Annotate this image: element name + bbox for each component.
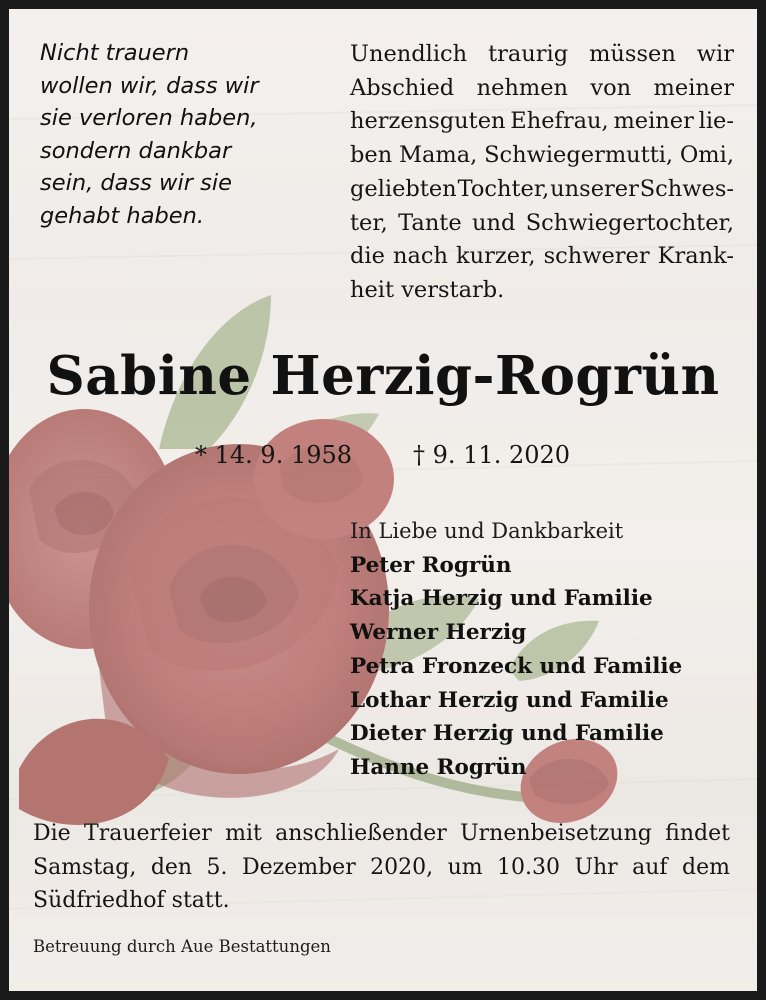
word: 2020, bbox=[370, 854, 434, 880]
mourner-name: Dieter Herzig und Familie bbox=[350, 721, 664, 747]
word: ben bbox=[350, 142, 393, 169]
word: auf bbox=[632, 854, 668, 880]
word: wir bbox=[696, 41, 734, 67]
word: Tochter, bbox=[457, 175, 550, 202]
word: und bbox=[472, 209, 516, 236]
word: die bbox=[350, 243, 385, 270]
announcement-text bbox=[350, 38, 734, 308]
service-line bbox=[33, 851, 730, 885]
word: müssen bbox=[589, 41, 676, 67]
service-line bbox=[33, 884, 730, 918]
announcement-line bbox=[350, 274, 734, 308]
word: Uhr bbox=[574, 854, 618, 880]
word: den bbox=[150, 854, 193, 880]
quote-line: sein, dass wir sie bbox=[40, 170, 232, 196]
word: 5. bbox=[206, 854, 228, 880]
word: Omi, bbox=[679, 142, 734, 169]
word: dem bbox=[682, 854, 730, 880]
announcement-line bbox=[350, 105, 734, 139]
announcement-line bbox=[350, 38, 734, 72]
word: traurig bbox=[488, 41, 569, 67]
word: mit bbox=[225, 821, 262, 846]
deceased-name: Sabine Herzig-Rogrün bbox=[46, 345, 720, 407]
word: nehmen bbox=[476, 74, 569, 101]
word: herzensguten bbox=[350, 108, 506, 135]
quote-line: gehabt haben. bbox=[40, 202, 205, 229]
mourner-name: Lothar Herzig und Familie bbox=[350, 687, 669, 713]
word: unserer bbox=[550, 175, 639, 202]
word: geliebten bbox=[350, 175, 457, 202]
word: Unendlich bbox=[350, 41, 468, 67]
word: Urnenbeisetzung bbox=[460, 821, 652, 846]
word: anschließender bbox=[275, 821, 447, 846]
word: nach bbox=[392, 243, 448, 270]
mourner-name: Peter Rogrün bbox=[350, 552, 512, 578]
quote-line: sondern dankbar bbox=[40, 137, 232, 164]
death-date: † 9. 11. 2020 bbox=[413, 441, 571, 469]
undertaker-credit: Betreuung durch Aue Bestattungen bbox=[33, 937, 331, 956]
announcement-line bbox=[350, 173, 734, 207]
quote-line: sie verloren haben, bbox=[40, 105, 258, 131]
word: meiner bbox=[613, 108, 694, 135]
mourner-name: Hanne Rogrün bbox=[350, 754, 527, 780]
word: Samstag, bbox=[33, 854, 137, 880]
funeral-service-info bbox=[33, 817, 730, 918]
word: Schwiegermutti, bbox=[484, 142, 674, 169]
word: Schwes- bbox=[639, 175, 734, 202]
word: von bbox=[590, 74, 632, 101]
word: Tante bbox=[398, 209, 462, 236]
word: Abschied bbox=[350, 74, 455, 101]
mourner-name: Werner Herzig bbox=[350, 620, 527, 646]
quote-line: wollen wir, dass wir bbox=[40, 72, 259, 99]
word: ter, bbox=[350, 209, 388, 236]
word: meiner bbox=[653, 74, 734, 101]
obituary-notice bbox=[9, 9, 757, 991]
quote-line: Nicht trauern bbox=[40, 40, 190, 66]
mourners-lead: In Liebe und Dankbarkeit bbox=[350, 519, 624, 543]
service-line bbox=[33, 817, 730, 851]
word: lie- bbox=[698, 108, 734, 135]
word: Krank- bbox=[657, 243, 734, 270]
word: Mama, bbox=[398, 142, 478, 169]
word: Die bbox=[33, 821, 71, 846]
announcement-line bbox=[350, 240, 734, 274]
word: heit verstarb. bbox=[350, 276, 505, 303]
word: schwerer bbox=[543, 243, 650, 270]
announcement-line bbox=[350, 207, 734, 241]
word: Schwiegertochter, bbox=[525, 209, 734, 236]
mourner-name: Katja Herzig und Familie bbox=[350, 586, 653, 612]
birth-date: * 14. 9. 1958 bbox=[195, 441, 353, 469]
announcement-line bbox=[350, 139, 734, 173]
word: um bbox=[447, 854, 483, 880]
word: Südfriedhof statt. bbox=[33, 888, 230, 913]
word: kurzer, bbox=[456, 243, 536, 270]
word: Dezember bbox=[241, 854, 356, 880]
word: findet bbox=[665, 821, 730, 846]
word: Ehefrau, bbox=[510, 108, 609, 135]
mourner-name: Petra Fronzeck und Familie bbox=[350, 653, 683, 679]
word: Trauerfeier bbox=[84, 821, 212, 846]
memorial-quote bbox=[40, 37, 320, 232]
announcement-line bbox=[350, 72, 734, 106]
mourners-list bbox=[350, 515, 682, 785]
word: 10.30 bbox=[497, 854, 561, 880]
